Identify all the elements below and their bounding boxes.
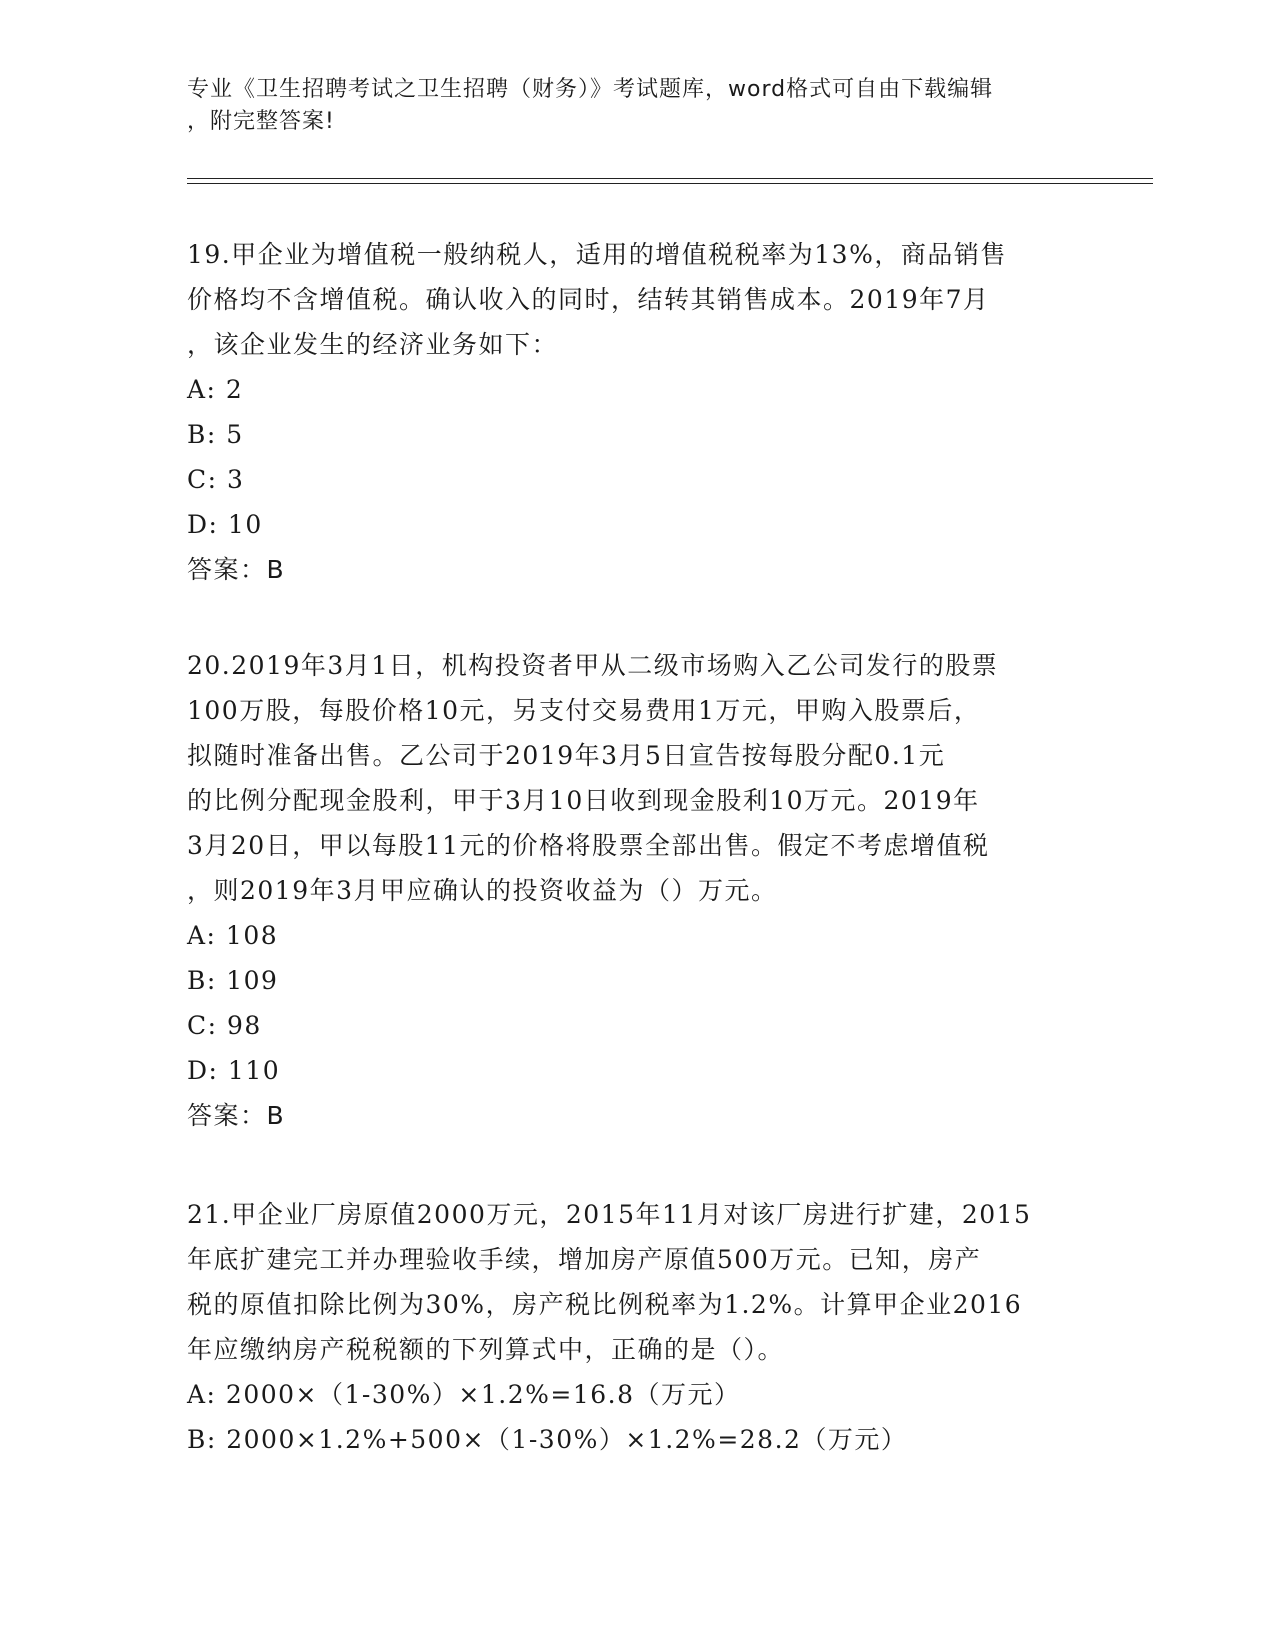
option-c: C: 98 — [187, 1011, 262, 1040]
document-header — [187, 74, 1067, 138]
question-text-line: 拟随时准备出售。乙公司于2019年3月5日宣告按每股分配0.1元 — [187, 741, 946, 770]
header-divider-bottom — [187, 183, 1153, 184]
question-text-line: 年应缴纳房产税税额的下列算式中，正确的是（）。 — [187, 1335, 785, 1364]
question-19 — [187, 232, 1087, 592]
question-text-line: 100万股，每股价格10元，另支付交易费用1万元，甲购入股票后， — [187, 696, 981, 725]
question-text-line: 3月20日，甲以每股11元的价格将股票全部出售。假定不考虑增值税 — [187, 831, 990, 860]
header-line-1: 专业《卫生招聘考试之卫生招聘（财务）》考试题库，word格式可自由下载编辑 — [187, 77, 994, 102]
option-c: C: 3 — [187, 465, 245, 494]
question-text-line: 21.甲企业厂房原值2000万元，2015年11月对该厂房进行扩建，2015 — [187, 1200, 1032, 1229]
answer-label: 答案：B — [187, 555, 286, 584]
option-b: B: 2000×1.2%+500×（1-30%）×1.2%=28.2（万元） — [187, 1425, 908, 1454]
question-20 — [187, 643, 1087, 1138]
question-text-line: 20.2019年3月1日，机构投资者甲从二级市场购入乙公司发行的股票 — [187, 651, 999, 680]
question-text-line: ，该企业发生的经济业务如下： — [187, 330, 559, 359]
question-text-line: 19.甲企业为增值税一般纳税人，适用的增值税税率为13%，商品销售 — [187, 240, 1007, 269]
option-a: A: 2000×（1-30%）×1.2%=16.8（万元） — [187, 1380, 741, 1409]
question-text-line: 税的原值扣除比例为30%，房产税比例税率为1.2%。计算甲企业2016 — [187, 1290, 1023, 1319]
header-line-2: ，附完整答案! — [187, 109, 335, 134]
option-a: A: 108 — [187, 921, 279, 950]
option-d: D: 110 — [187, 1056, 281, 1085]
question-text-line: 年底扩建完工并办理验收手续，增加房产原值500万元。已知，房产 — [187, 1245, 982, 1274]
option-d: D: 10 — [187, 510, 263, 539]
question-text-line: ，则2019年3月甲应确认的投资收益为（）万元。 — [187, 876, 778, 905]
header-divider-top — [187, 178, 1153, 179]
question-21 — [187, 1192, 1087, 1462]
option-a: A: 2 — [187, 375, 244, 404]
answer-label: 答案：B — [187, 1101, 286, 1130]
question-text-line: 的比例分配现金股利，甲于3月10日收到现金股利10万元。2019年 — [187, 786, 980, 815]
option-b: B: 5 — [187, 420, 244, 449]
question-text-line: 价格均不含增值税。确认收入的同时，结转其销售成本。2019年7月 — [187, 285, 990, 314]
option-b: B: 109 — [187, 966, 279, 995]
